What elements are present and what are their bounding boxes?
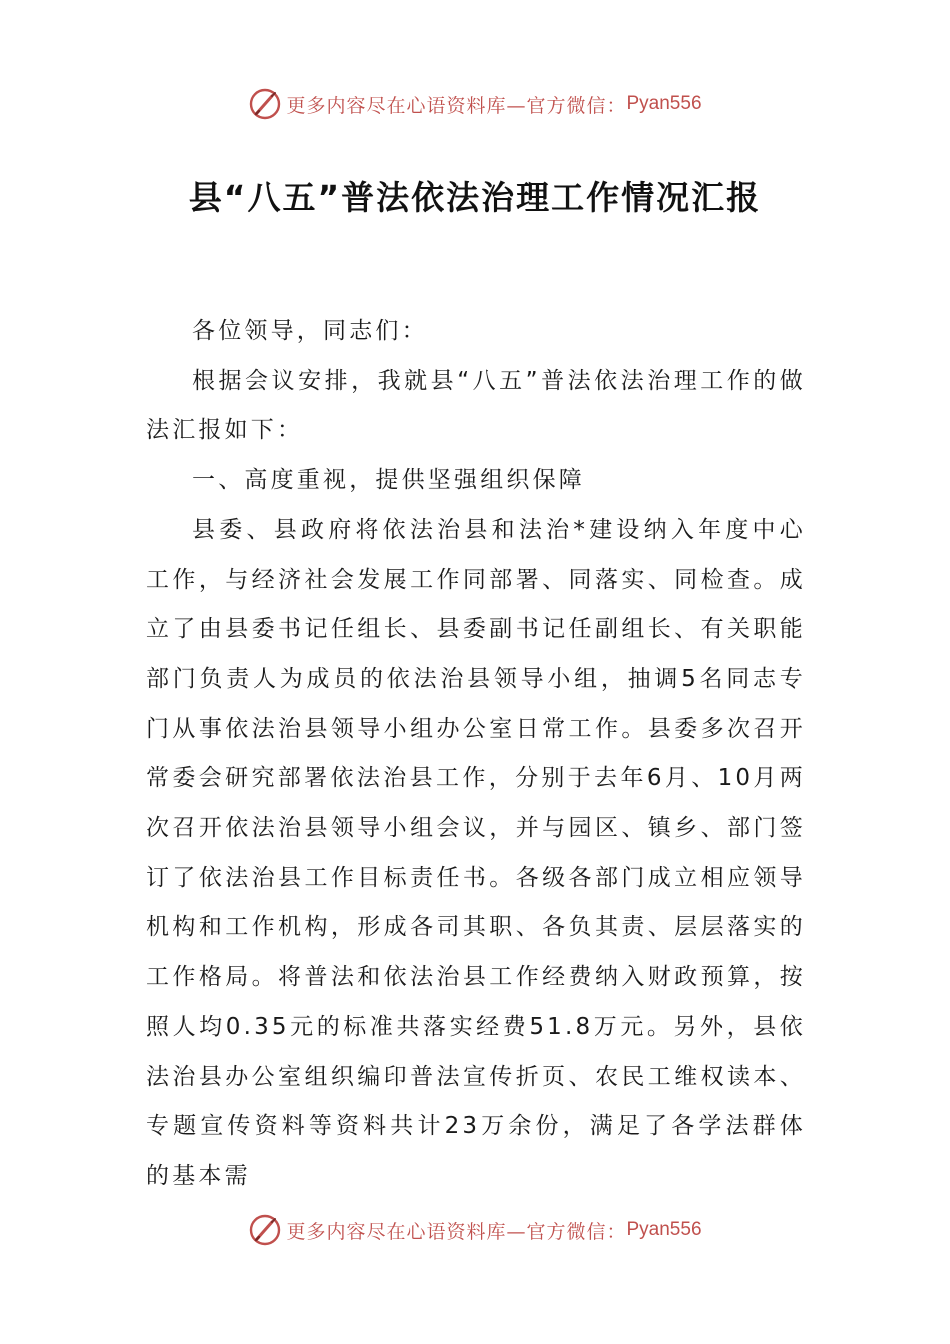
watermark-text: 更多内容尽在心语资料库—官方微信： — [286, 1220, 627, 1243]
pen-logo-icon — [248, 1213, 282, 1247]
section-heading: 一、高度重视，提供坚强组织保障 — [192, 467, 585, 494]
body-paragraph: 县委、县政府将依法治县和法治*建设纳入年度中心工作，与经济社会发展工作同部署、同落实、同检查。成立了由县委书记任组长、县委副书记任副组长、有关职能部门负责人为成员的依法治县领导小组，抽调5名同志专门从事依法治县领导小组办公室日常工作。县委多次召开常委会研究部署依法治县工作，分别于去年6月、10月两次召开依法治县领导小组会议，并与园区、镇乡、部门签订了依法治县工作目标责任书。各级各部门成立相应领导机构和工作机构，形成各司其职、各负其责、层层落实的工作格局。将普法和依法治县工作经费纳入财政预算，按照人均0.35元的标准共落实经费51.8万元。另外，县依法治县办公室组织编印普法宣传折页、农民工维权读本、专题宣传资料等资料共计23万余份，满足了各学法群体的基本需 — [146, 516, 806, 1189]
footer-watermark — [0, 1210, 950, 1250]
watermark-wechat-id: Pyan556 — [626, 93, 702, 114]
watermark-text: 更多内容尽在心语资料库—官方微信： — [286, 94, 627, 117]
pen-logo-icon — [248, 87, 282, 121]
header-watermark — [0, 84, 950, 124]
watermark-wechat-id: Pyan556 — [626, 1219, 702, 1240]
salutation: 各位领导，同志们： — [192, 318, 428, 344]
body-paragraph: 根据会议安排，我就县“八五”普法依法治理工作的做法汇报如下： — [146, 367, 806, 444]
document-title: 县“八五”普法依法治理工作情况汇报 — [188, 178, 762, 217]
document-body — [146, 307, 806, 1202]
